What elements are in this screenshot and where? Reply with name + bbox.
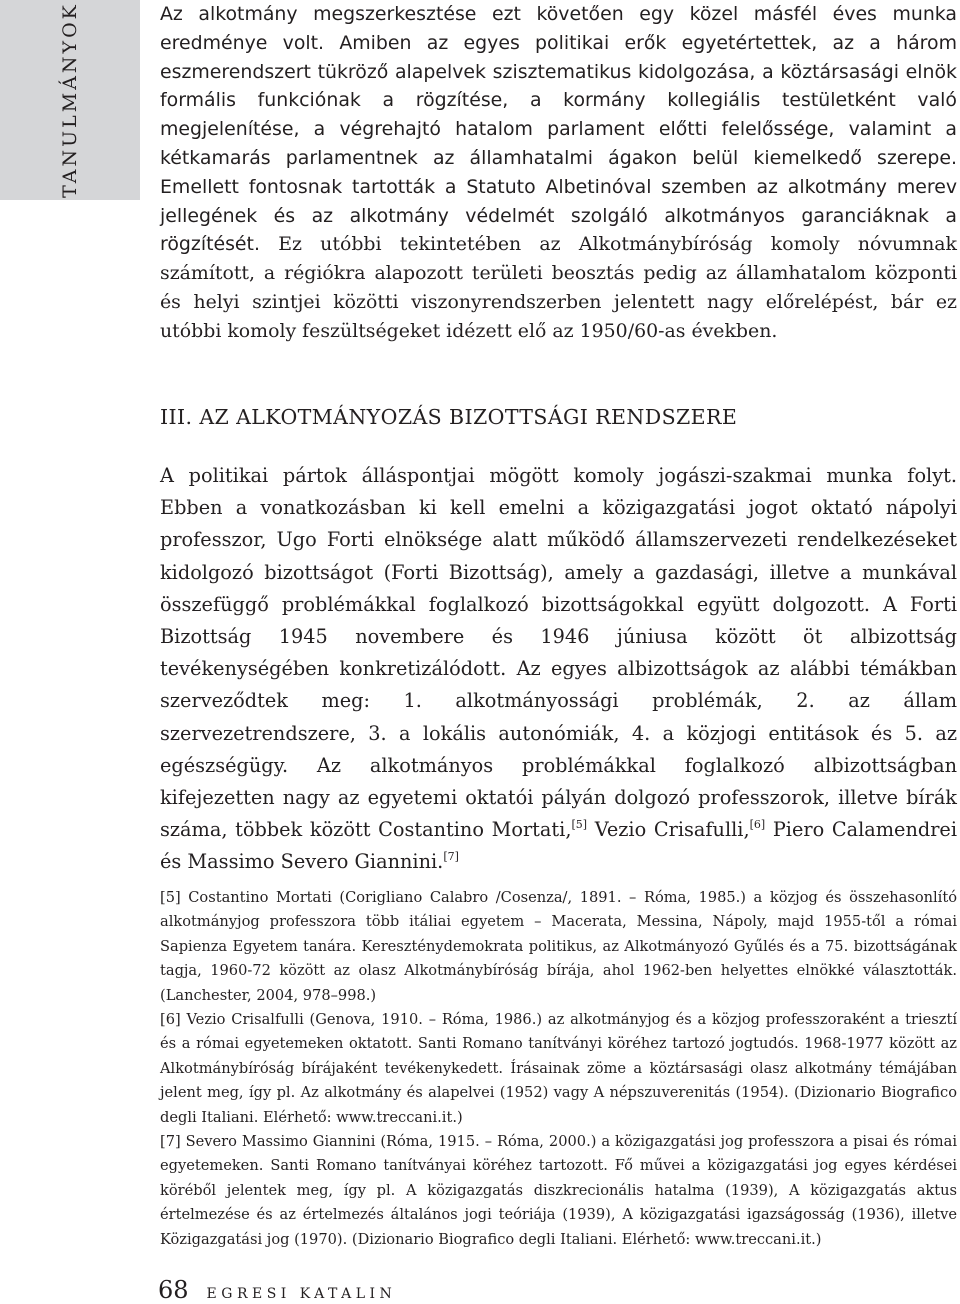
intro-paragraph	[160, 0, 957, 346]
footnote-ref-7[interactable]: [7]	[443, 850, 459, 864]
intro-paragraph-part1: Az alkotmány megszerkesztése ezt követően egy közel másfél éves munka eredménye volt. Amiben az egyes politikai erők egyetértettek, az a három eszmerendszert tükröző alapelvek szisztematikus kidolgozása, a köztársasági elnök formális funkciónak a rögzítése, a kormány kollegiális testületként való megjelenítése, a végrehajtó hatalom parlament előtti felelőssége, valamint a kétkamarás parlamentnek az államhatalmi ágakon belül kiemelkedő szerepe. Emellett fontosnak tartották a Statuto Albetinóval szemben az alkotmány merev jellegének és az alkotmány védelmét szolgáló alkotmányos garanciáknak a rögzítését.	[160, 3, 957, 256]
page-footer	[158, 1276, 396, 1304]
page-number: 68	[158, 1276, 189, 1304]
footnote-6: [6] Vezio Crisalfulli (Genova, 1910. – Róma, 1986.) az alkotmányjog és a közjog professzoraként a triesztí és a római egyetemeken oktatott. Santi Romano tanítványi köréhez tartozó jogtudós. 1968-1977 között az Alkotmánybíróság bírájaként tevékenykedett. Írásainak zöme a köztársasági olasz alkotmány témájában jelent meg, így pl. Az alkotmány és alapelvei (1952) vagy A népszuverenitás (1954). (Dizionario Biografico degli Italiani. Elérhető: www.treccani.it.)	[160, 1011, 957, 1126]
body-paragraph-text: A politikai pártok álláspontjai mögött komoly jogászi-szakmai munka folyt. Ebben a vonatkozásban ki kell emelni a közigazgatási jogot oktató nápolyi professzor, Ugo Forti elnöksége alatt működő államszervezeti rendelkezéseket kidolgozó bizottságot (Forti Bizottság), amely a gazdasági, illetve a munkával összefüggő problémákkal foglalkozó bizottságokkal együtt dolgozott. A Forti Bizottság 1945 novembere és 1946 júniusa között öt albizottság tevékenységében konkretizálódott. Az egyes albizottságok az alábbi témákban szerveződtek meg: 1. alkotmányossági problémák, 2. az állam szervezetrendszere, 3. a lokális autonómiák, 4. a közjogi entitások és 5. az egészségügy. Az alkotmányos problémákkal foglalkozó albizottságban kifejezetten nagy az egyetemi oktatói pályán dolgozó professzorok, illetve bírák száma, többek között Costantino Mortati,	[160, 464, 957, 842]
footnote-ref-5[interactable]: [5]	[571, 818, 588, 832]
footnote-5: [5] Costantino Mortati (Corigliano Calabro /Cosenza/, 1891. – Róma, 1985.) a közjog és összehasonlító alkotmányjog professzora több itáliai egyetem – Macerata, Messina, Nápoly, majd 1955-től a római Sapienza Egyetem tanára. Kereszténydemokrata politikus, az Alkotmányozó Gyűlés és a 75. bizottságának tagja, 1960-72 között az olasz Alkotmánybíróság bírája, ahol 1962-ben helyettes elnökké választották. (Lanchester, 2004, 978–998.)	[160, 889, 957, 1004]
body-paragraph	[160, 460, 957, 879]
section-tab	[0, 0, 140, 200]
footnote-ref-6[interactable]: [6]	[749, 818, 766, 832]
body-paragraph-mid2: Piero Calamendrei és Massimo Severo Giannini.	[160, 818, 958, 874]
section-tab-label: TANULMÁNYOK	[59, 2, 81, 198]
section-heading: III. AZ ALKOTMÁNYOZÁS BIZOTTSÁGI RENDSZERE	[160, 405, 738, 429]
intro-paragraph-part2: Ez utóbbi tekintetében az Alkotmánybíróság komoly nóvumnak számított, a régiókra alapozott területi beosztás pedig az államhatalom központi és helyi szintjei közötti viszonyrendszerben jelentett nagy előrelépést, bár ez utóbbi komoly feszültségeket idézett elő az 1950/60-as években.	[160, 233, 957, 342]
author-name: EGRESI KATALIN	[206, 1286, 397, 1302]
body-paragraph-mid1: Vezio Crisafulli,	[587, 818, 750, 842]
footnote-7: [7] Severo Massimo Giannini (Róma, 1915. – Róma, 2000.) a közigazgatási jog professzora a pisai és római egyetemeken. Santi Romano tanítványai köréhez tartozott. Fő művei a közigazgatási jog egyes kérdései köréből jelentek meg, így pl. A közigazgatás diszkrecionális hatalma (1939), A közigazgatás aktus értelmezése és az értelmezés általános jogi teóriája (1939), A közigazgatási igazságosság (1936), illetve Közigazgatási jog (1970). (Dizionario Biografico degli Italiani. Elérhető: www.treccani.it.)	[160, 1133, 957, 1248]
footnotes	[160, 886, 957, 1252]
